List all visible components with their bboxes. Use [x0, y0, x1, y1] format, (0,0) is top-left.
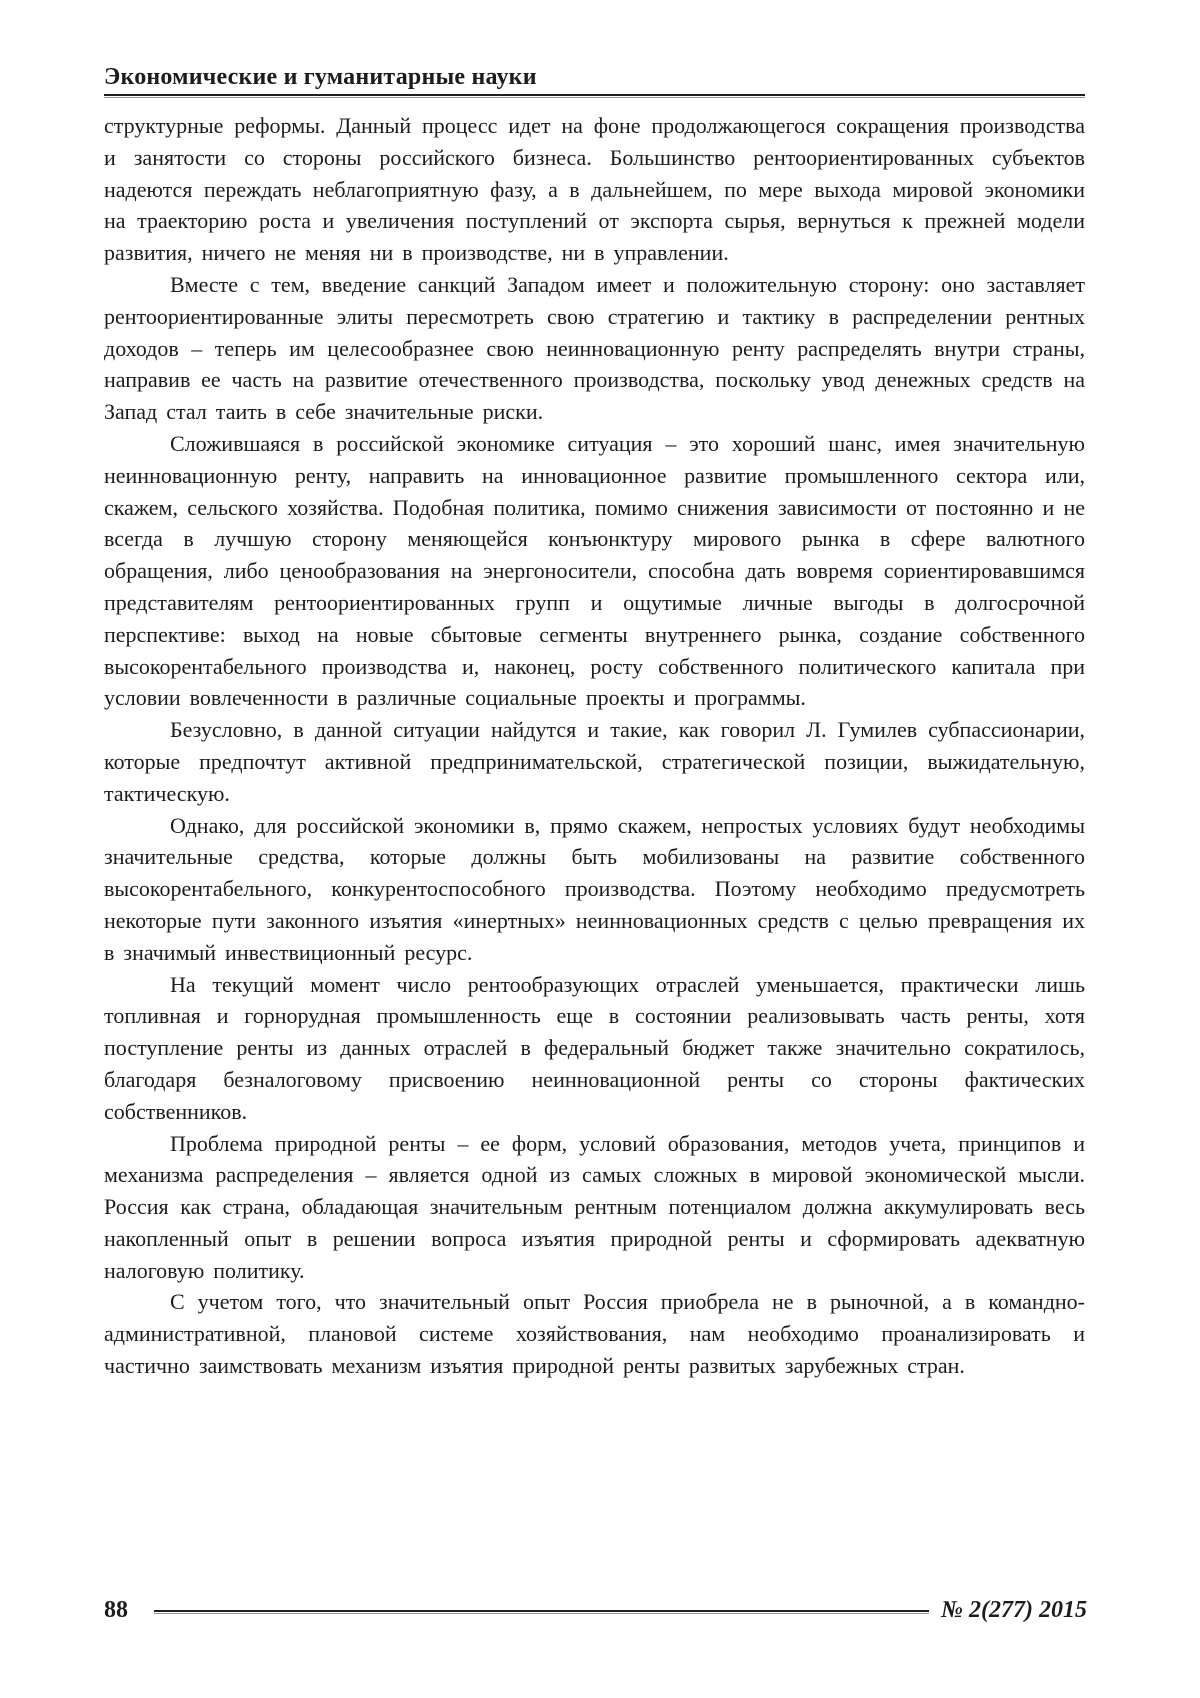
header-rule-thin — [104, 97, 1085, 98]
page-footer — [104, 1596, 1087, 1624]
paragraph: Вместе с тем, введение санкций Западом имеет и положительную сторону: оно заставляет рентоориентированные элиты пересмотреть свою стратегию и тактику в распределении рентных доходов – теперь им целесообразнее свою неинновационную ренту распределять внутри страны, направив ее часть на развитие отечественного производства, поскольку увод денежных средств на Запад стал таить в себе значительные риски. — [104, 271, 1085, 425]
paragraph: Безусловно, в данной ситуации найдутся и такие, как говорил Л. Гумилев субпассионарии, которые предпочтут активной предпринимательской, стратегической позиции, выжидательную, тактическую. — [104, 717, 1085, 806]
paragraph: Однако, для российской экономики в, прямо скажем, непростых условиях будут необходимы значительные средства, которые должны быть мобилизованы на развитие собственного высокорентабельного, конкурентоспособного производства. Поэтому необходимо предусмотреть некоторые пути законного изъятия «инертных» неинновационных средств с целью превращения их в значимый инвествиционный ресурс. — [104, 812, 1085, 965]
footer-rule — [154, 1610, 929, 1614]
footer-rule-thin — [154, 1613, 929, 1614]
issue-label: № 2(277) 2015 — [941, 1597, 1087, 1623]
running-title: Экономические и гуманитарные науки — [104, 64, 537, 90]
footer-rule-thick — [154, 1610, 929, 1612]
page-number: 88 — [104, 1597, 128, 1623]
paragraph: Сложившаяся в российской экономике ситуация – это хороший шанс, имея значительную неинновационную ренту, направить на инновационное развитие промышленного сектора или, скажем, сельского хозяйства. Подобная политика, помимо снижения зависимости от постоянно и не всегда в лучшую сторону меняющейся конъюнктуру мирового рынка в сфере валютного обращения, либо ценообразования на энергоносители, способна дать вовремя сориентировавшимся представителям рентоориентированных групп и ощутимые личные выгоды в долгосрочной перспективе: выход на новые сбытовые сегменты внутреннего рынка, создание собственного высокорентабельного производства и, наконец, росту собственного политического капитала при условии вовлеченности в различные социальные проекты и программы. — [104, 430, 1085, 711]
running-header — [104, 63, 1085, 98]
header-rule-thick — [104, 94, 1085, 96]
paragraph: структурные реформы. Данный процесс идет на фоне продолжающегося сокращения производства и занятости со стороны российского бизнеса. Большинство рентоориентированных субъектов надеются переждать неблагоприятную фазу, а в дальнейшем, по мере выхода мировой экономики на траекторию роста и увеличения поступлений от экспорта сырья, вернуться к прежней модели развития, ничего не меняя ни в производстве, ни в управлении. — [104, 113, 1085, 266]
paragraph: С учетом того, что значительный опыт Россия приобрела не в рыночной, а в командно-административной, плановой системе хозяйствования, нам необходимо проанализировать и частично заимствовать механизм изъятия природной ренты развитых зарубежных стран. — [104, 1289, 1085, 1379]
article-body — [104, 110, 1085, 1580]
paragraph: На текущий момент число рентообразующих отраслей уменьшается, практически лишь топливная и горнорудная промышленность еще в состоянии реализовывать часть ренты, хотя поступление ренты из данных отраслей в федеральный бюджет также значительно сократилось, благодаря безналоговому присвоению неинновационной ренты со стороны фактических собственников. — [104, 971, 1085, 1124]
paragraph: Проблема природной ренты – ее форм, условий образования, методов учета, принципов и механизма распределения – является одной из самых сложных в мировой экономической мысли. Россия как страна, обладающая значительным рентным потенциалом должна аккумулировать весь накопленный опыт в решении вопроса изъятия природной ренты и сформировать адекватную налоговую политику. — [104, 1130, 1085, 1283]
